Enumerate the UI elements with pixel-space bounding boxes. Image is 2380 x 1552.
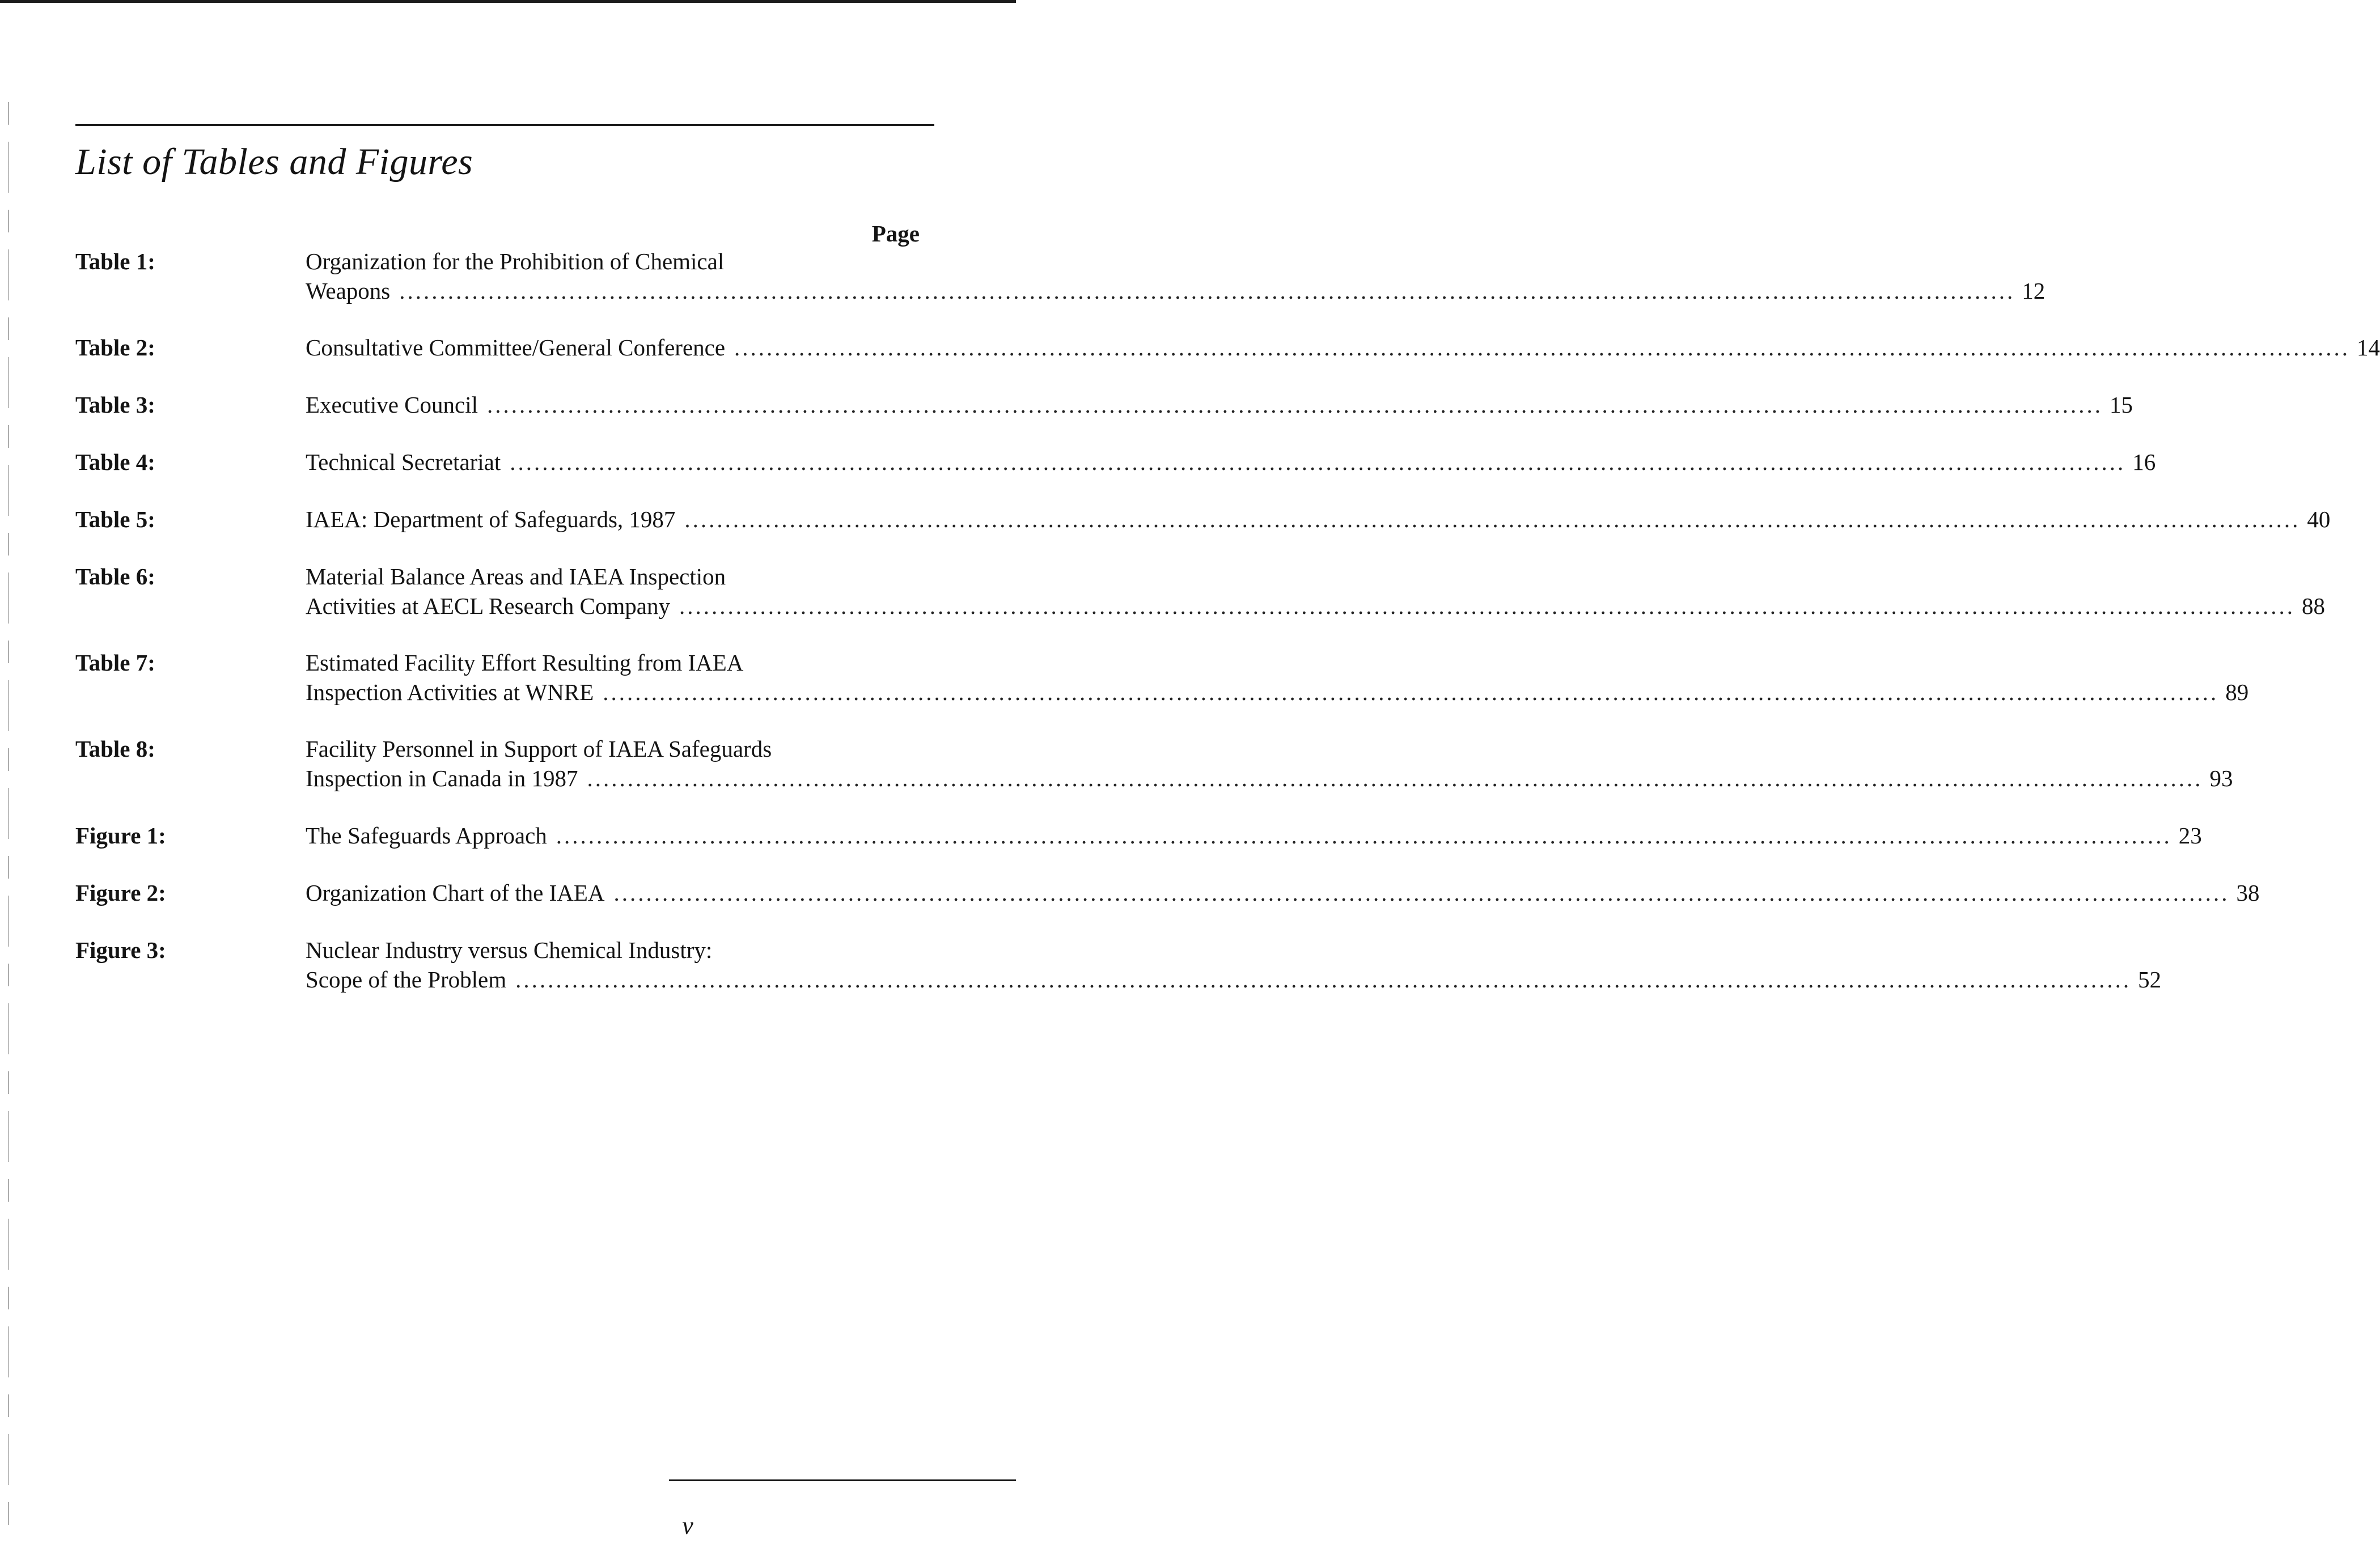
dot-leader: ........................................................................................................................................................................................................ xyxy=(679,593,2295,619)
entry-title-line xyxy=(306,276,2046,306)
page-title: List of Tables and Figures xyxy=(75,141,473,183)
entry-title-line: Facility Personnel in Support of IAEA Safeguards xyxy=(306,736,772,762)
entry-title-text: Executive Council xyxy=(306,392,478,418)
entry-title xyxy=(306,821,2202,850)
dot-leader: ........................................................................................................................................................................................................ xyxy=(684,506,2301,532)
entry-title-line: Estimated Facility Effort Resulting from IAEA xyxy=(306,650,744,676)
dot-leader: ........................................................................................................................................................................................................ xyxy=(613,880,2230,906)
dot-leader: ........................................................................................................................................................................................................ xyxy=(734,334,2351,361)
entry-title xyxy=(306,504,2331,534)
entry-title xyxy=(306,247,2046,306)
page-number: 15 xyxy=(2110,392,2133,418)
entry-label: Table 4: xyxy=(75,449,155,475)
dot-leader: ........................................................................................................................................................................................................ xyxy=(487,392,2103,418)
entry-title-text: Activities at AECL Research Company xyxy=(306,593,670,619)
page-number: 16 xyxy=(2132,449,2156,475)
dot-leader: ........................................................................................................................................................................................................ xyxy=(587,765,2203,791)
entry-title xyxy=(306,562,2325,621)
entry-title-line xyxy=(306,764,2233,793)
dot-leader: ........................................................................................................................................................................................................ xyxy=(515,966,2132,993)
title-rule xyxy=(75,124,934,126)
entry-title-line xyxy=(306,821,2202,850)
entry-title-text: Scope of the Problem xyxy=(306,966,507,993)
entry-title xyxy=(306,935,2162,994)
entry-title xyxy=(306,447,2156,477)
entry-title-line: Nuclear Industry versus Chemical Industry: xyxy=(306,937,713,963)
top-border xyxy=(0,0,1016,3)
entry-label: Table 3: xyxy=(75,392,155,418)
page-column-header: Page xyxy=(871,220,920,247)
entry-title-line: Material Balance Areas and IAEA Inspection xyxy=(306,563,726,590)
page-number: 89 xyxy=(2225,679,2249,705)
footer-rule xyxy=(669,1479,1016,1481)
page-number: 52 xyxy=(2138,966,2162,993)
dot-leader: ........................................................................................................................................................................................................ xyxy=(510,449,2126,475)
entry-label: Figure 3: xyxy=(75,937,166,963)
page-edge-shadow xyxy=(8,102,9,1542)
entry-label: Table 1: xyxy=(75,248,155,274)
entry-label: Table 5: xyxy=(75,506,155,532)
entry-title-text: Inspection Activities at WNRE xyxy=(306,679,594,705)
entry-title-text: Technical Secretariat xyxy=(306,449,501,475)
entry-label: Table 2: xyxy=(75,334,155,361)
page-folio: v xyxy=(682,1512,693,1540)
entry-label: Table 8: xyxy=(75,736,155,762)
entry-title-line xyxy=(306,333,2380,362)
entry-title-text: The Safeguards Approach xyxy=(306,822,547,849)
dot-leader: ........................................................................................................................................................................................................ xyxy=(399,278,2015,304)
page-number: 14 xyxy=(2357,334,2380,361)
entry-title-line xyxy=(306,390,2133,419)
page-number: 40 xyxy=(2307,506,2331,532)
entry-title-line xyxy=(306,965,2162,994)
entry-title xyxy=(306,734,2233,793)
dot-leader: ........................................................................................................................................................................................................ xyxy=(556,822,2172,849)
entry-label: Figure 1: xyxy=(75,822,166,849)
entry-title-line xyxy=(306,677,2249,707)
entry-label: Figure 2: xyxy=(75,880,166,906)
entry-title-line xyxy=(306,504,2331,534)
entry-title-line xyxy=(306,591,2325,621)
page-number: 88 xyxy=(2301,593,2325,619)
entry-title xyxy=(306,390,2133,419)
entry-title-line: Organization for the Prohibition of Chemical xyxy=(306,248,725,274)
entry-label: Table 7: xyxy=(75,650,155,676)
entry-label: Table 6: xyxy=(75,563,155,590)
entry-title xyxy=(306,333,2380,362)
page-number: 93 xyxy=(2209,765,2233,791)
entry-title-line xyxy=(306,878,2260,908)
page-number: 12 xyxy=(2022,278,2046,304)
entry-title-line xyxy=(306,447,2156,477)
entry-title-text: Organization Chart of the IAEA xyxy=(306,880,605,906)
dot-leader: ........................................................................................................................................................................................................ xyxy=(603,679,2219,705)
entry-title-text: Weapons xyxy=(306,278,391,304)
entry-title xyxy=(306,878,2260,908)
entry-title xyxy=(306,648,2249,707)
entry-title-text: Consultative Committee/General Conference xyxy=(306,334,726,361)
page-number: 23 xyxy=(2178,822,2202,849)
entry-title-text: IAEA: Department of Safeguards, 1987 xyxy=(306,506,676,532)
page-number: 38 xyxy=(2236,880,2260,906)
entry-title-text: Inspection in Canada in 1987 xyxy=(306,765,578,791)
